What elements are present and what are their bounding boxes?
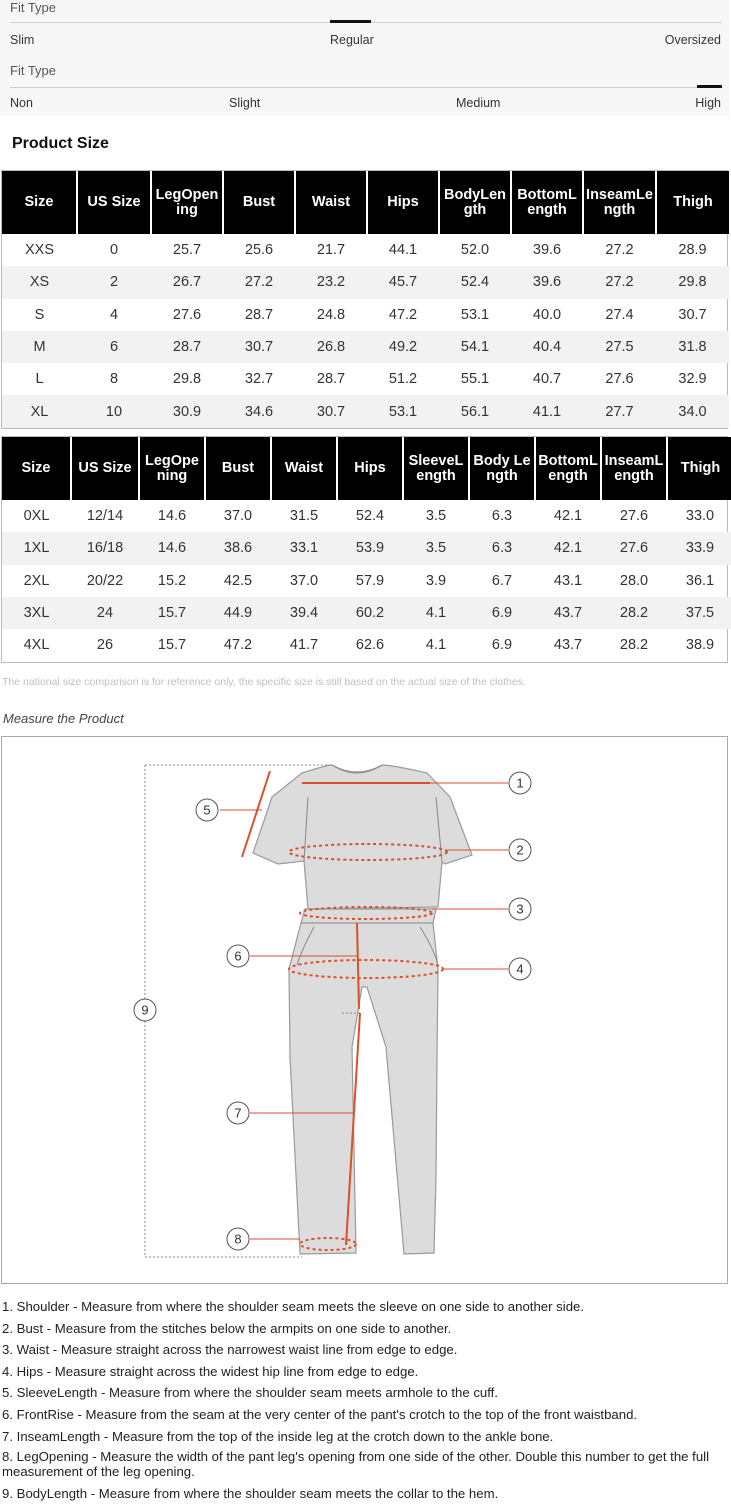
marker-1 (509, 772, 531, 794)
table-cell: 26.7 (151, 266, 223, 298)
table-cell: 37.0 (289, 572, 319, 589)
table-cell: 40.0 (532, 306, 562, 323)
table-cell: 30.7 (223, 331, 295, 363)
table-cell: 42.1 (553, 508, 583, 525)
table-cell: 15.7 (157, 637, 187, 654)
table-cell: 25.6 (244, 242, 274, 259)
instruction-inseam-length: 7. InseamLength - Measure from the top of the inside leg at the crotch down to the ankle bone. (2, 1428, 554, 1444)
table-cell: 15.2 (157, 572, 187, 589)
svg-text:6: 6 (234, 948, 242, 964)
table-row (2, 500, 731, 532)
table-cell: 62.6 (355, 637, 385, 654)
table-cell: 28.7 (244, 306, 274, 323)
table-cell: 28.0 (619, 572, 649, 589)
table-row (2, 629, 731, 661)
table-cell: 43.7 (553, 637, 583, 654)
table-cell: 53.1 (367, 395, 439, 427)
table-cell: 54.1 (439, 331, 511, 363)
marker-5 (196, 799, 218, 821)
table2-header-cell: Waist (271, 437, 337, 500)
table-cell: 43.1 (553, 572, 583, 589)
table-cell: 43.7 (535, 597, 601, 629)
table-cell: 27.7 (583, 395, 656, 427)
table-cell: 33.1 (271, 532, 337, 564)
table-cell: 28.9 (678, 242, 707, 259)
table-cell: 42.5 (223, 572, 253, 589)
top-garment-shape (253, 765, 472, 909)
table1-header-cell: Bust (223, 171, 295, 234)
table-cell: 31.8 (656, 331, 729, 363)
instruction-hips: 4. Hips - Measure straight across the widest hip line from edge to edge. (2, 1363, 419, 1379)
table-cell: 3.9 (425, 572, 447, 589)
table-row (2, 565, 731, 597)
svg-text:3: 3 (516, 901, 524, 917)
marker-6 (227, 945, 249, 967)
table-cell: 52.4 (355, 508, 385, 525)
table1-header-cell: Hips (367, 171, 439, 234)
table1-header-cell: US Size (77, 171, 151, 234)
table-cell: XL (2, 395, 77, 427)
instruction-shoulder: 1. Shoulder - Measure from where the shoulder seam meets the sleeve on one side to another side. (2, 1299, 585, 1314)
size-table-plus (2, 437, 731, 661)
fit-option-regular: Regular (330, 33, 374, 47)
fit-type-panel (0, 0, 729, 116)
table-cell: XXS (24, 242, 54, 259)
svg-text:1: 1 (516, 775, 524, 791)
table-cell: 40.4 (511, 331, 583, 363)
table-cell: 6.7 (491, 572, 513, 589)
table2-header-cell: BottomLength (535, 437, 601, 500)
table-cell: 51.2 (388, 371, 418, 388)
table-cell: 55.1 (460, 371, 490, 388)
table-cell: 6.9 (469, 597, 535, 629)
table-cell: 47.2 (388, 306, 418, 323)
table1-header-cell: BodyLength (439, 171, 511, 234)
table-cell: 26.8 (295, 331, 367, 363)
table2-header-cell: Size (2, 437, 71, 500)
table-cell: 52.0 (460, 242, 490, 259)
table-cell: 41.7 (289, 637, 319, 654)
table-cell: 15.7 (139, 597, 205, 629)
fit-option-slim: Slim (10, 33, 35, 47)
table-cell: S (34, 306, 45, 323)
table-cell: 29.8 (172, 371, 202, 388)
marker-2 (509, 839, 531, 861)
table-cell: 41.1 (511, 395, 583, 427)
table-cell: 27.6 (601, 532, 667, 564)
table-cell: 56.1 (439, 395, 511, 427)
table-cell: 0XL (23, 508, 50, 525)
table2-header-cell: Thigh (667, 437, 731, 500)
marker-7 (227, 1102, 249, 1124)
table1-header-cell: InseamLength (583, 171, 656, 234)
stretch-option-high: High (695, 96, 721, 110)
table-cell: 34.0 (656, 395, 729, 427)
table-cell: 14.6 (139, 532, 205, 564)
table-cell: 6.3 (491, 508, 513, 525)
table-cell: 27.6 (619, 508, 649, 525)
table1-header-cell: BottomLength (511, 171, 583, 234)
stretch-selected-marker (697, 85, 722, 88)
svg-text:8: 8 (234, 1231, 242, 1247)
table-cell: M (2, 331, 77, 363)
table-cell: 6 (77, 331, 151, 363)
table-cell: 34.6 (223, 395, 295, 427)
table-cell: 39.4 (271, 597, 337, 629)
marker-3 (509, 898, 531, 920)
table-row (2, 331, 729, 363)
table-cell: 6.9 (491, 637, 513, 654)
table-cell: 30.7 (295, 395, 367, 427)
table-cell: 57.9 (355, 572, 385, 589)
table-cell: 24.8 (316, 306, 346, 323)
table-cell: 26 (96, 637, 114, 654)
measurement-diagram (1, 736, 728, 1284)
table-cell: XS (2, 266, 77, 298)
instruction-leg-opening: 8. LegOpening - Measure the width of the pant leg's opening from one side of the other. Double this number to get the full measurement of the leg opening. (2, 1449, 710, 1479)
size-table-regular (2, 171, 729, 428)
stretch-option-slight: Slight (229, 96, 261, 110)
table-cell: 49.2 (367, 331, 439, 363)
table2-header-cell: Body Length (469, 437, 535, 500)
table-row (2, 597, 731, 629)
svg-text:9: 9 (141, 1002, 149, 1018)
table-cell: 27.5 (583, 331, 656, 363)
instruction-waist: 3. Waist - Measure straight across the narrowest waist line from edge to edge. (2, 1342, 458, 1358)
table-cell: 44.9 (205, 597, 271, 629)
table-cell: 39.6 (532, 242, 562, 259)
table-cell: 28.7 (151, 331, 223, 363)
table-cell: 24 (71, 597, 139, 629)
svg-text:4: 4 (516, 961, 524, 977)
table1-header-cell: LegOpening (151, 171, 223, 234)
table-cell: 37.5 (667, 597, 731, 629)
table-cell: 28.2 (601, 597, 667, 629)
measure-title: Measure the Product (3, 711, 124, 726)
table-cell: 38.9 (685, 637, 715, 654)
fit-selected-marker (330, 20, 371, 23)
table-row (2, 395, 729, 427)
table-cell: 6.3 (469, 532, 535, 564)
instruction-body-length: 9. BodyLength - Measure from where the shoulder seam meets the collar to the hem. (2, 1486, 499, 1502)
table-cell: 4.1 (425, 637, 447, 654)
table-cell: 4XL (23, 637, 50, 654)
table-cell: 39.6 (511, 266, 583, 298)
table-cell: 30.9 (151, 395, 223, 427)
table-cell: 53.1 (460, 306, 490, 323)
table-cell: 12/14 (86, 508, 124, 525)
table-cell: 38.6 (205, 532, 271, 564)
table-cell: 27.2 (583, 266, 656, 298)
table1-header-cell: Waist (295, 171, 367, 234)
measure-instructions (2, 1296, 730, 1505)
svg-text:5: 5 (203, 802, 211, 818)
table-cell: 47.2 (223, 637, 253, 654)
svg-text:7: 7 (234, 1105, 242, 1121)
table1-header-row (2, 171, 729, 234)
table-cell: 29.8 (656, 266, 729, 298)
table2-header-row (2, 437, 731, 500)
table-cell: 45.7 (367, 266, 439, 298)
table-cell: 20/22 (86, 572, 124, 589)
table-cell: 27.4 (605, 306, 634, 323)
table-cell: 52.4 (439, 266, 511, 298)
garment-illustration (2, 737, 729, 1285)
instruction-front-rise: 6. FrontRise - Measure from the seam at the very center of the pant's crotch to the top of the front waistband. (2, 1406, 638, 1422)
table-cell: 44.1 (388, 242, 418, 259)
table-cell: 1XL (2, 532, 71, 564)
table-row (2, 234, 729, 266)
table-cell: 3XL (2, 597, 71, 629)
table-cell: 31.5 (289, 508, 319, 525)
stretch-type-title: Fit Type (10, 63, 57, 78)
stretch-option-non: Non (10, 96, 33, 110)
fit-option-oversized: Oversized (664, 33, 721, 47)
table-cell: 23.2 (295, 266, 367, 298)
table2-header-cell: US Size (71, 437, 139, 500)
table2-header-cell: SleeveLength (403, 437, 469, 500)
table-cell: L (35, 371, 44, 388)
table-cell: 37.0 (223, 508, 253, 525)
stretch-scale-line (10, 87, 722, 88)
product-size-title: Product Size (12, 135, 109, 152)
table-row (2, 266, 729, 298)
table-cell: 25.7 (172, 242, 202, 259)
table-cell: 27.2 (223, 266, 295, 298)
table-cell: 28.2 (619, 637, 649, 654)
table-cell: 53.9 (337, 532, 403, 564)
instruction-bust: 2. Bust - Measure from the stitches below the armpits on one side to another. (2, 1320, 452, 1336)
table-cell: 8 (109, 371, 119, 388)
table1-header-cell: Thigh (656, 171, 729, 234)
table-row (2, 532, 731, 564)
table-cell: 33.9 (667, 532, 731, 564)
table-cell: 14.6 (157, 508, 187, 525)
size-note: The national size comparison is for reference only, the specific size is still based on the actual size of the clothes. (2, 676, 526, 688)
marker-9 (134, 999, 156, 1021)
pants-garment-shape (289, 909, 438, 1254)
table-cell: 40.7 (532, 371, 562, 388)
table-cell: 10 (77, 395, 151, 427)
table-cell: 32.9 (678, 371, 707, 388)
table-cell: 42.1 (535, 532, 601, 564)
table-cell: 36.1 (685, 572, 715, 589)
table-cell: 21.7 (316, 242, 346, 259)
table-cell: 60.2 (337, 597, 403, 629)
instruction-sleeve-length: 5. SleeveLength - Measure from where the shoulder seam meets armhole to the cuff. (2, 1385, 499, 1401)
table-cell: 32.7 (244, 371, 274, 388)
table-cell: 2XL (23, 572, 50, 589)
table-cell: 4.1 (403, 597, 469, 629)
table-cell: 27.6 (172, 306, 202, 323)
table2-header-cell: InseamLength (601, 437, 667, 500)
table-row (2, 363, 729, 395)
table-cell: 16/18 (71, 532, 139, 564)
table1-header-cell: Size (2, 171, 77, 234)
table2-header-cell: Hips (337, 437, 403, 500)
table-row (2, 299, 729, 331)
table-cell: 27.2 (605, 242, 634, 259)
table-cell: 4 (109, 306, 119, 323)
table-cell: 2 (77, 266, 151, 298)
marker-4 (509, 958, 531, 980)
fit-type-title: Fit Type (10, 0, 57, 15)
svg-text:2: 2 (516, 842, 524, 858)
table-cell: 28.7 (316, 371, 346, 388)
stretch-option-medium: Medium (456, 96, 501, 110)
marker-8 (227, 1228, 249, 1250)
table2-header-cell: LegOpening (139, 437, 205, 500)
table-cell: 0 (109, 242, 119, 259)
table2-header-cell: Bust (205, 437, 271, 500)
table-cell: 33.0 (685, 508, 715, 525)
table-cell: 3.5 (425, 508, 447, 525)
table-cell: 3.5 (403, 532, 469, 564)
table-cell: 30.7 (678, 306, 707, 323)
table-cell: 27.6 (605, 371, 634, 388)
